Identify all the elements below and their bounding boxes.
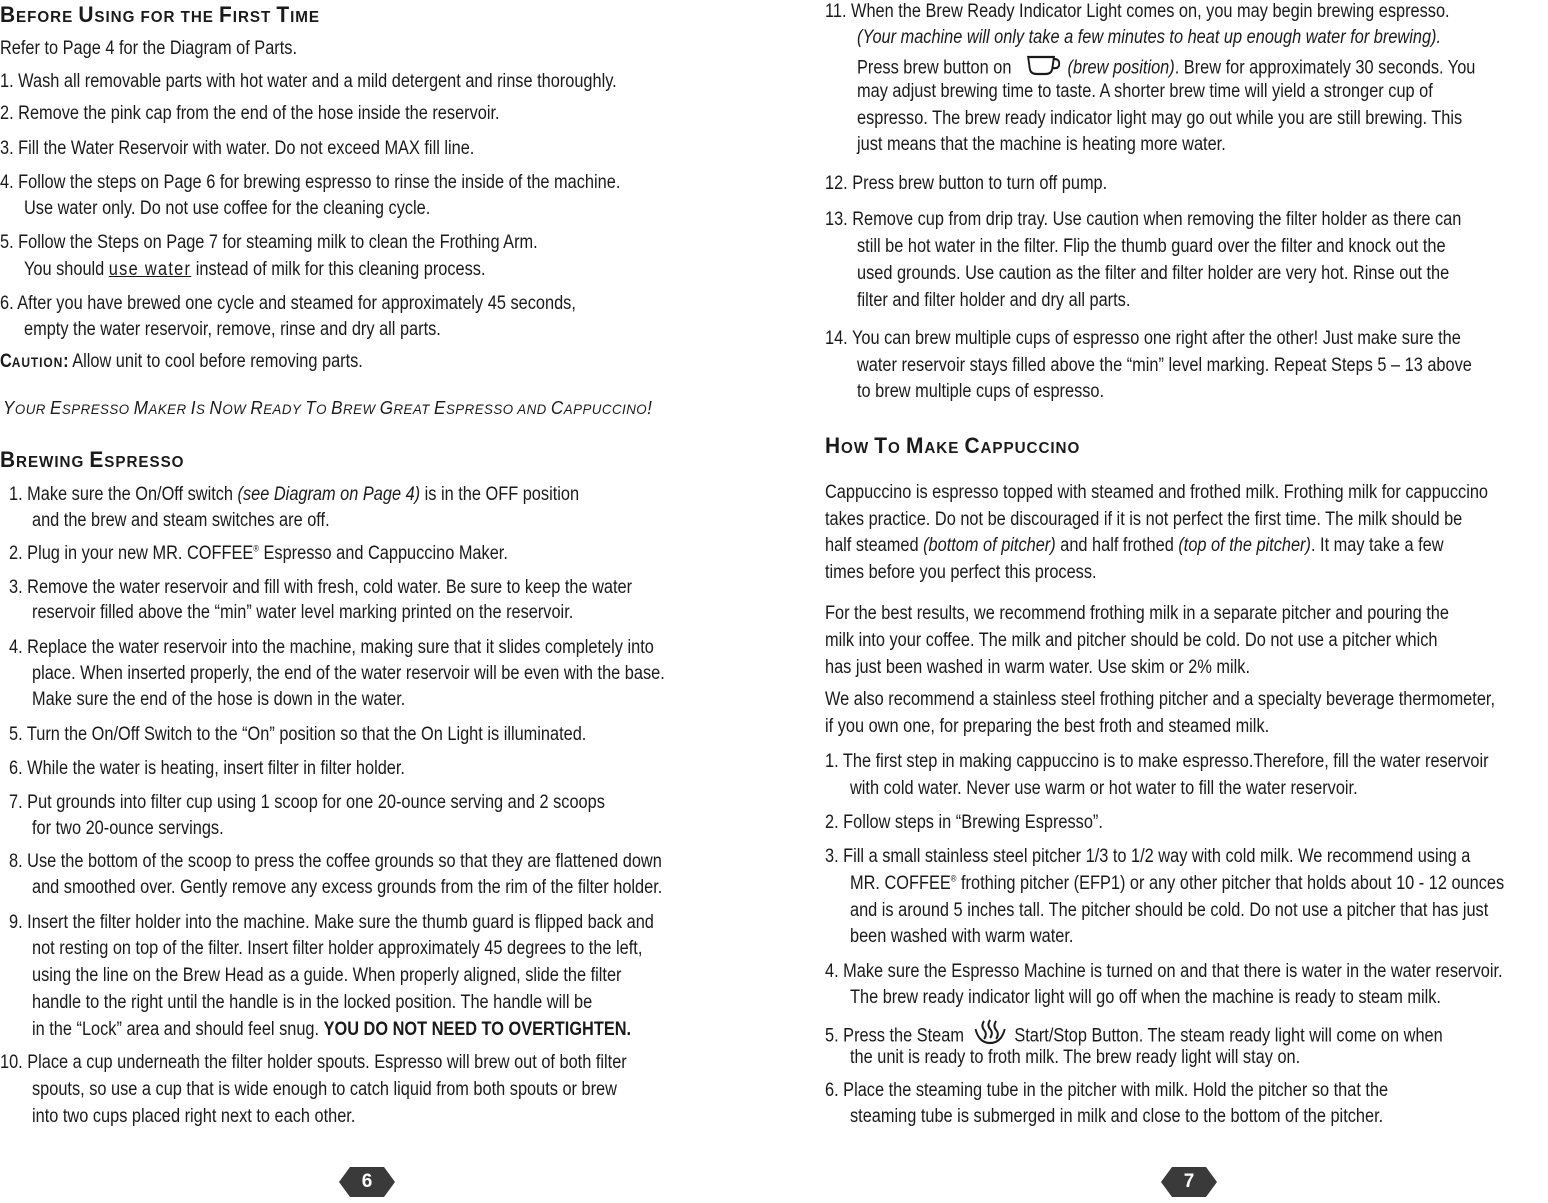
- cappuccino-step-line: 2. Follow steps in “Brewing Espresso”.: [825, 812, 1103, 833]
- brew-step-line: 6. While the water is heating, insert filter in filter holder.: [9, 758, 405, 779]
- brew-step-line: 13. Remove cup from drip tray. Use caution when removing the filter holder as there can: [825, 209, 1462, 230]
- brew-step-line: into two cups placed right next to each other.: [32, 1106, 356, 1127]
- cappuccino-step-line: 4. Make sure the Espresso Machine is turned on and that there is water in the water reservoir.: [825, 961, 1503, 982]
- step-line: 2. Remove the pink cap from the end of the hose inside the reservoir.: [0, 103, 500, 124]
- brew-step-line: reservoir filled above the “min” water level marking printed on the reservoir.: [32, 602, 574, 623]
- brew-step-line: 10. Place a cup underneath the filter holder spouts. Espresso will brew out of both filter: [0, 1052, 627, 1073]
- step-line: You should use water instead of milk for this cleaning process.: [24, 259, 486, 280]
- paragraph-line: if you own one, for preparing the best froth and steamed milk.: [825, 716, 1270, 737]
- brew-step-line: in the “Lock” area and should feel snug. YOU DO NOT NEED TO OVERTIGHTEN.: [32, 1019, 632, 1040]
- brew-step-line: 4. Replace the water reservoir into the machine, making sure that it slides completely into: [9, 637, 654, 658]
- brew-step-line: spouts, so use a cup that is wide enough to catch liquid from both spouts or brew: [32, 1079, 617, 1100]
- step-line: 1. Wash all removable parts with hot water and a mild detergent and rinse thoroughly.: [0, 71, 617, 92]
- brew-step-line: 8. Use the bottom of the scoop to press the coffee grounds so that they are flattened down: [9, 851, 662, 872]
- brew-step-line: 5. Turn the On/Off Switch to the “On” position so that the On Light is illuminated.: [9, 724, 587, 745]
- brew-step-line: 12. Press brew button to turn off pump.: [825, 173, 1108, 194]
- brew-step-line: 2. Plug in your new MR. COFFEE® Espresso and Cappuccino Maker.: [9, 543, 508, 564]
- brew-step-line: Press brew button on (brew position). Brew for approximately 30 seconds. You: [857, 53, 1475, 84]
- paragraph-line: takes practice. Do not be discouraged if it is not perfect the first time. The milk should be: [825, 509, 1463, 530]
- ready-tagline: YOUR ESPRESSO MAKER IS NOW READY TO BREW GREAT ESPRESSO AND CAPPUCCINO!: [3, 398, 653, 418]
- page-number-7: 7: [1160, 1166, 1218, 1198]
- brew-step-line: filter and filter holder and dry all parts.: [857, 290, 1131, 311]
- brew-step-line: 14. You can brew multiple cups of espresso one right after the other! Just make sure the: [825, 328, 1461, 349]
- cappuccino-step-line: and is around 5 inches tall. The pitcher should be cold. Do not use a pitcher that has just: [850, 900, 1489, 921]
- cappuccino-step-line: the unit is ready to froth milk. The brew ready light will stay on.: [850, 1047, 1301, 1068]
- refer-text: Refer to Page 4 for the Diagram of Parts.: [0, 38, 297, 59]
- brew-step-line: used grounds. Use caution as the filter and filter holder are very hot. Rinse out the: [857, 263, 1450, 284]
- brew-step-line: still be hot water in the filter. Flip the thumb guard over the filter and knock out the: [857, 236, 1446, 257]
- brew-step-line: 9. Insert the filter holder into the machine. Make sure the thumb guard is flipped back and: [9, 912, 654, 933]
- step-line: empty the water reservoir, remove, rinse and dry all parts.: [24, 319, 441, 340]
- page-number-6: 6: [338, 1166, 396, 1198]
- step-line: 5. Follow the Steps on Page 7 for steaming milk to clean the Frothing Arm.: [0, 232, 538, 253]
- cappuccino-step-line: steaming tube is submerged in milk and close to the bottom of the pitcher.: [850, 1106, 1384, 1127]
- brew-step-line: not resting on top of the filter. Insert filter holder approximately 45 degrees to the left,: [32, 938, 643, 959]
- brew-step-line: 11. When the Brew Ready Indicator Light comes on, you may begin brewing espresso.: [825, 1, 1450, 22]
- paragraph-line: times before you perfect this process.: [825, 562, 1097, 583]
- step-line: 3. Fill the Water Reservoir with water. Do not exceed MAX fill line.: [0, 138, 475, 159]
- paragraph-line: half steamed (bottom of pitcher) and half frothed (top of the pitcher). It may take a few: [825, 535, 1444, 556]
- caution-line: CAUTION: Allow unit to cool before removing parts.: [0, 351, 363, 372]
- heading-brewing-espresso: BREWING ESPRESSO: [0, 447, 185, 472]
- brew-step-line: handle to the right until the handle is in the locked position. The handle will be: [32, 992, 593, 1013]
- paragraph-line: For the best results, we recommend frothing milk in a separate pitcher and pouring the: [825, 603, 1449, 624]
- cappuccino-step-line: 6. Place the steaming tube in the pitcher with milk. Hold the pitcher so that the: [825, 1080, 1389, 1101]
- cappuccino-step-line: MR. COFFEE® frothing pitcher (EFP1) or any other pitcher that holds about 10 - 12 ounces: [850, 873, 1505, 894]
- brew-step-line: Make sure the end of the hose is down in the water.: [32, 689, 406, 710]
- cappuccino-step-line: 5. Press the Steam Start/Stop Button. The steam ready light will come on when: [825, 1019, 1443, 1054]
- heading-how-to-make-cappuccino: HOW TO MAKE CAPPUCCINO: [825, 433, 1081, 458]
- cappuccino-step-line: with cold water. Never use warm or hot water to fill the water reservoir.: [850, 778, 1358, 799]
- step-line: 4. Follow the steps on Page 6 for brewing espresso to rinse the inside of the machine.: [0, 172, 621, 193]
- brew-step-line: 3. Remove the water reservoir and fill with fresh, cold water. Be sure to keep the water: [9, 577, 633, 598]
- use-water-underline: use water: [108, 259, 192, 280]
- brew-step-line: and smoothed over. Gently remove any excess grounds from the rim of the filter holder.: [32, 877, 663, 898]
- paragraph-line: We also recommend a stainless steel frothing pitcher and a specialty beverage thermometer,: [825, 689, 1495, 710]
- brew-step-line: 1. Make sure the On/Off switch (see Diagram on Page 4) is in the OFF position: [9, 484, 580, 505]
- brew-step-line: for two 20-ounce servings.: [32, 818, 224, 839]
- brew-step-line: place. When inserted properly, the end of the water reservoir will be even with the base.: [32, 663, 665, 684]
- paragraph-line: milk into your coffee. The milk and pitcher should be cold. Do not use a pitcher which: [825, 630, 1438, 651]
- paragraph-line: has just been washed in warm water. Use skim or 2% milk.: [825, 657, 1251, 678]
- cappuccino-step-line: 1. The first step in making cappuccino is to make espresso.Therefore, fill the water reservoir: [825, 751, 1489, 772]
- brew-step-line: may adjust brewing time to taste. A shorter brew time will yield a stronger cup of: [857, 81, 1433, 102]
- brew-step-line: (Your machine will only take a few minutes to heat up enough water for brewing).: [857, 27, 1442, 48]
- brew-step-line: 7. Put grounds into filter cup using 1 scoop for one 20-ounce serving and 2 scoops: [9, 792, 605, 813]
- brew-step-line: to brew multiple cups of espresso.: [857, 381, 1105, 402]
- brew-step-line: water reservoir stays filled above the “min” level marking. Repeat Steps 5 – 13 above: [857, 355, 1472, 376]
- cappuccino-step-line: The brew ready indicator light will go off when the machine is ready to steam milk.: [850, 987, 1441, 1008]
- step-line: Use water only. Do not use coffee for the cleaning cycle.: [24, 198, 431, 219]
- heading-before-first-time: BEFORE USING FOR THE FIRST TIME: [0, 2, 320, 27]
- step-line: 6. After you have brewed one cycle and steamed for approximately 45 seconds,: [0, 293, 576, 314]
- cappuccino-step-line: been washed with warm water.: [850, 926, 1074, 947]
- brew-step-line: espresso. The brew ready indicator light may go out while you are still brewing. This: [857, 108, 1463, 129]
- brew-step-line: just means that the machine is heating more water.: [857, 134, 1226, 155]
- cappuccino-step-line: 3. Fill a small stainless steel pitcher 1/3 to 1/2 way with cold milk. We recommend using a: [825, 846, 1471, 867]
- brew-step-line: and the brew and steam switches are off.: [32, 510, 330, 531]
- brew-step-line: using the line on the Brew Head as a guide. When properly aligned, slide the filter: [32, 965, 622, 986]
- paragraph-line: Cappuccino is espresso topped with steamed and frothed milk. Frothing milk for cappuccino: [825, 482, 1489, 503]
